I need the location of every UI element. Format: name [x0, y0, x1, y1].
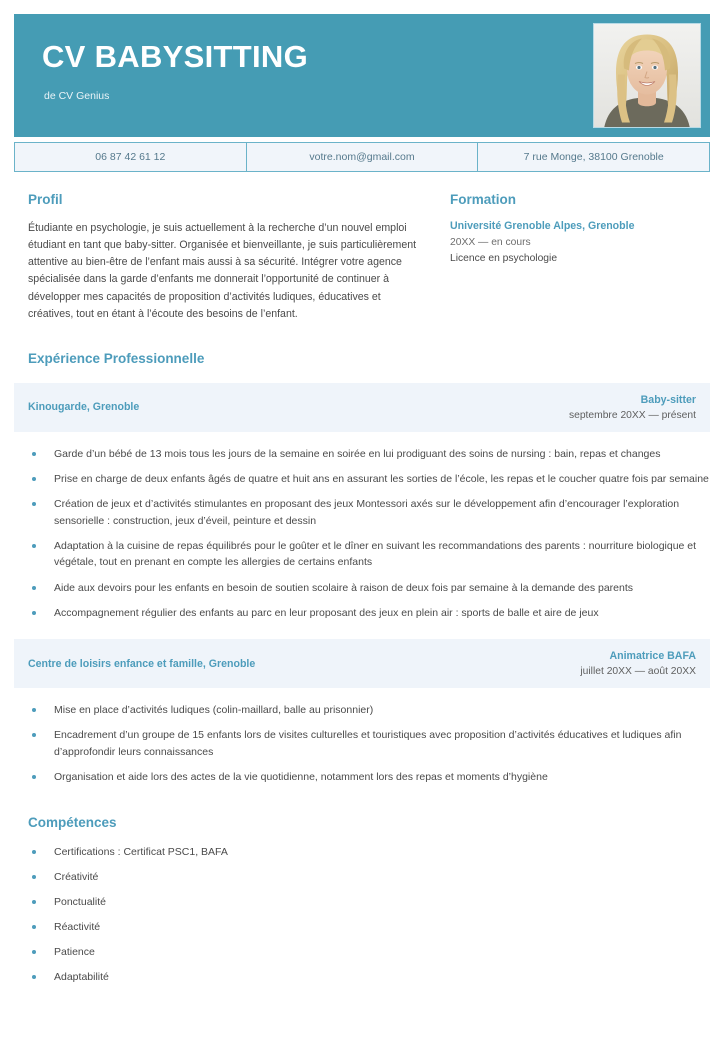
job-title: Animatrice BAFA [609, 650, 696, 663]
job-meta [580, 650, 696, 677]
contact-bar [14, 142, 710, 172]
portrait-photo-icon [594, 24, 700, 127]
contact-phone[interactable]: 06 87 42 61 12 [15, 143, 247, 171]
job-organization: Centre de loisirs enfance et famille, Grenoble [28, 657, 256, 670]
education-entry [450, 220, 710, 264]
list-item: Création de jeux et d’activités stimulantes en proposant des jeux Montessori axés sur le développement afin d’encourager l’exploration sensorielle : construction, jeux d’éveil, peinture et dessin [28, 496, 710, 529]
list-item: Certifications : Certificat PSC1, BAFA [28, 846, 710, 858]
job-header-band [14, 639, 710, 688]
list-item: Encadrement d’un groupe de 15 enfants lors de visites culturelles et touristiques avec proposition d’activités éducatives et ludiques afin d’approfondir leurs connaissances [28, 727, 710, 760]
job-bullet-list [14, 702, 710, 785]
education-school: Université Grenoble Alpes, Grenoble [450, 220, 635, 232]
header-subtitle: de CV Genius [44, 90, 110, 103]
education-heading: Formation [450, 192, 516, 207]
experience-job [14, 639, 710, 785]
job-title: Baby-sitter [640, 393, 696, 406]
avatar [593, 23, 701, 128]
list-item: Aide aux devoirs pour les enfants en besoin de soutien scolaire à raison de deux fois par semaine à la demande des parents [28, 580, 710, 596]
skills-heading: Compétences [28, 815, 117, 831]
list-item: Accompagnement régulier des enfants au parc en leur proposant des jeux en plein air : sports de balle et aire de jeux [28, 605, 710, 621]
list-item: Patience [28, 946, 710, 958]
job-meta [569, 394, 696, 421]
list-item: Réactivité [28, 921, 710, 933]
job-bullet-list [14, 446, 710, 621]
cv-header [14, 14, 710, 137]
profile-text: Étudiante en psychologie, je suis actuellement à la recherche d’un nouvel emploi étudiant en tant que baby-sitter. Organisée et bienveillante, je suis particulièrement attentive au bien-être de l’enfant mais aussi à sa sécurité. Intégrer votre agence spécialisée dans la garde d’enfants me donnerait l’opportunité de continuer à développer mes capacités de proposition d’activités ludiques, éducatives et créatives, tout en étant à l’écoute des besoins de l’enfant. [28, 222, 417, 320]
skills-section [14, 815, 710, 983]
education-dates: 20XX — en cours [450, 237, 531, 248]
job-header-band [14, 383, 710, 432]
list-item: Garde d’un bébé de 13 mois tous les jours de la semaine en soirée en lui prodiguant des soins de nursing : bain, repas et changes [28, 446, 710, 462]
job-organization: Kinougarde, Grenoble [28, 401, 140, 414]
list-item: Adaptation à la cuisine de repas équilibrés pour le goûter et le dîner en suivant les recommandations des parents : nourriture biologique et végétale, tout en prenant en compte les allergies de certains enfants [28, 538, 710, 571]
profile-education-row [14, 192, 710, 323]
profile-column [14, 192, 450, 323]
list-item: Prise en charge de deux enfants âgés de quatre et huit ans en assurant les sorties de l’école, les repas et le coucher quatre fois par semaine [28, 471, 710, 487]
page-title: CV BABYSITTING [42, 39, 308, 74]
job-dates: septembre 20XX — présent [568, 409, 696, 421]
experience-section [14, 351, 710, 785]
experience-heading: Expérience Professionnelle [28, 350, 205, 366]
contact-address[interactable]: 7 rue Monge, 38100 Grenoble [523, 151, 664, 163]
list-item: Mise en place d’activités ludiques (colin-maillard, balle au prisonnier) [28, 702, 710, 718]
profile-heading: Profil [28, 192, 63, 207]
experience-job [14, 383, 710, 621]
education-column [450, 192, 710, 264]
education-degree: Licence en psychologie [450, 253, 558, 264]
list-item: Organisation et aide lors des actes de la vie quotidienne, notamment lors des repas et moments d’hygiène [28, 769, 710, 785]
skills-list [14, 846, 710, 983]
contact-email[interactable]: votre.nom@gmail.com [247, 143, 479, 171]
list-item: Créativité [28, 871, 710, 883]
cv-page [0, 14, 724, 1038]
header-text-block [14, 14, 593, 137]
list-item: Adaptabilité [28, 971, 710, 983]
list-item: Ponctualité [28, 896, 710, 908]
job-dates: juillet 20XX — août 20XX [580, 666, 696, 678]
